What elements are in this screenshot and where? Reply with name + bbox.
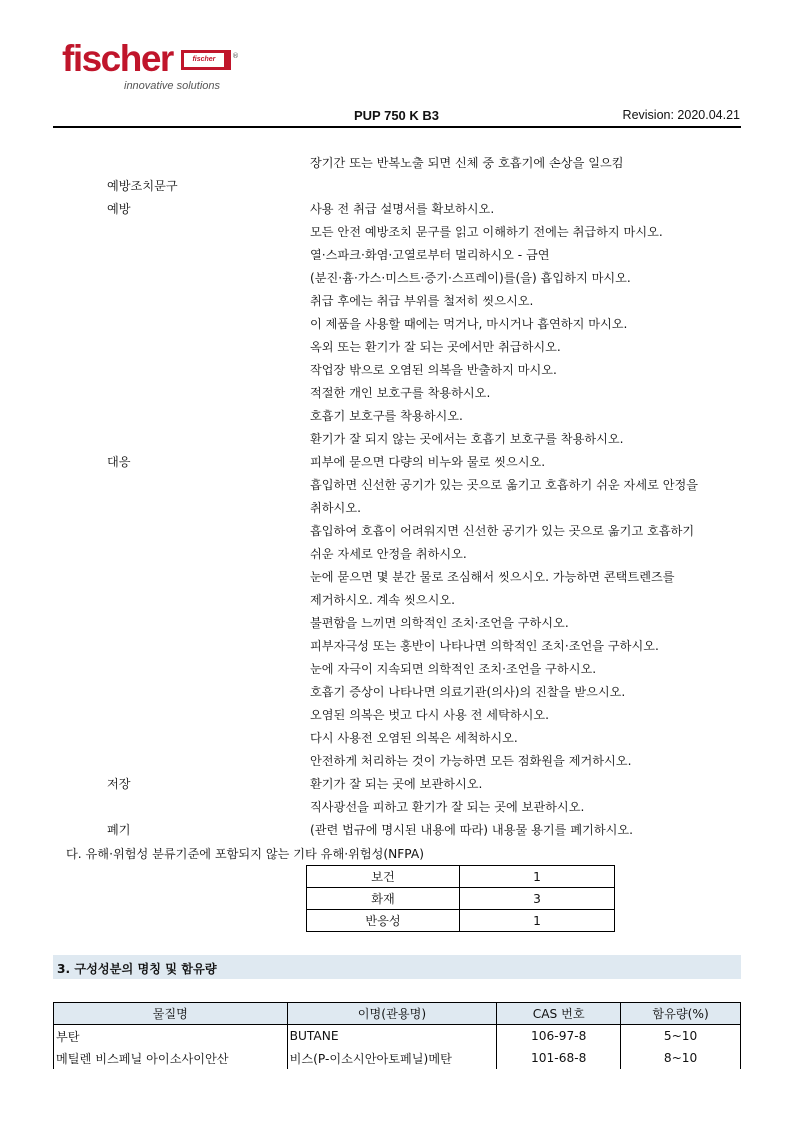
response-label: 대응 (107, 455, 131, 469)
nfpa-label: 보건 (307, 866, 460, 888)
prevention-item: 사용 전 취급 설명서를 확보하시오. (310, 202, 495, 216)
response-item: 피부에 묻으면 다량의 비누와 물로 씻으시오. (310, 455, 546, 469)
storage-item: 환기가 잘 되는 곳에 보관하시오. (310, 777, 483, 791)
cas-number: 101-68-8 (497, 1047, 621, 1069)
nfpa-label: 화재 (307, 888, 460, 910)
table-row (307, 866, 615, 888)
disposal-label: 폐기 (107, 823, 131, 837)
cas-number: 106-97-8 (497, 1025, 621, 1048)
prevention-item: 작업장 밖으로 오염된 의복을 반출하지 마시오. (310, 363, 557, 377)
nfpa-label: 반응성 (307, 910, 460, 932)
response-item: 눈에 자극이 지속되면 의학적인 조치·조언을 구하시오. (310, 662, 597, 676)
disposal-item: (관련 법규에 명시된 내용에 따라) 내용물 용기를 폐기하시오. (310, 823, 634, 837)
prevention-item: (분진·흄·가스·미스트·증기·스프레이)를(을) 흡입하지 마시오. (310, 271, 631, 285)
revision-date: Revision: 2020.04.21 (622, 108, 740, 122)
storage-label: 저장 (107, 777, 131, 791)
prevention-item: 옥외 또는 환기가 잘 되는 곳에서만 취급하시오. (310, 340, 561, 354)
header-rule (53, 126, 741, 128)
table-row (307, 910, 615, 932)
registered-mark: ® (232, 52, 239, 60)
table-row (307, 888, 615, 910)
prevention-item: 열·스파크·화염·고열로부터 멀리하시오 - 금연 (310, 248, 550, 262)
response-item: 피부자극성 또는 홍반이 나타나면 의학적인 조치·조언을 구하시오. (310, 639, 659, 653)
nfpa-table (306, 865, 615, 932)
fish-badge-icon (181, 50, 231, 70)
column-header: 물질명 (54, 1003, 288, 1025)
nfpa-value: 1 (460, 866, 615, 888)
nfpa-intro: 다. 유해·위험성 분류기준에 포함되지 않는 기타 유해·위험성(NFPA) (66, 847, 424, 861)
table-row (54, 1047, 741, 1069)
table-row (54, 1025, 741, 1048)
content-percent: 5~10 (621, 1025, 741, 1048)
column-header: 이명(관용명) (287, 1003, 497, 1025)
product-title: PUP 750 K B3 (353, 108, 440, 123)
storage-item: 직사광선을 피하고 환기가 잘 되는 곳에 보관하시오. (310, 800, 585, 814)
response-item: 흡입하면 신선한 공기가 있는 곳으로 옮기고 호흡하기 쉬운 자세로 안정을 (310, 478, 699, 492)
prevention-item: 적절한 개인 보호구를 착용하시오. (310, 386, 491, 400)
column-header: CAS 번호 (497, 1003, 621, 1025)
prevention-item: 취급 후에는 취급 부위를 철저히 씻으시오. (310, 294, 534, 308)
nfpa-value: 1 (460, 910, 615, 932)
tagline: innovative solutions (124, 80, 221, 92)
column-header: 함유량(%) (621, 1003, 741, 1025)
response-item: 제거하시오. 계속 씻으시오. (310, 593, 456, 607)
badge-text: fischer (184, 53, 224, 67)
prevention-item: 모든 안전 예방조치 문구를 읽고 이해하기 전에는 취급하지 마시오. (310, 225, 663, 239)
response-item: 안전하게 처리하는 것이 가능하면 모든 점화원을 제거하시오. (310, 754, 632, 768)
response-item: 흡입하여 호흡이 어려워지면 신선한 공기가 있는 곳으로 옮기고 호흡하기 (310, 524, 695, 538)
response-item: 불편함을 느끼면 의학적인 조치·조언을 구하시오. (310, 616, 569, 630)
response-item: 오염된 의복은 벗고 다시 사용 전 세탁하시오. (310, 708, 550, 722)
prevention-item: 호흡기 보호구를 착용하시오. (310, 409, 463, 423)
response-item: 호흡기 증상이 나타나면 의료기관(의사)의 진찰을 받으시오. (310, 685, 626, 699)
substance-alias: 비스(P-이소시안아토페닐)메탄 (287, 1047, 497, 1069)
composition-table (53, 1002, 741, 1069)
response-item: 눈에 묻으면 몇 분간 물로 조심해서 씻으시오. 가능하면 콘택트렌즈를 (310, 570, 675, 584)
precaution-heading: 예방조치문구 (107, 179, 178, 193)
response-item: 취하시오. (310, 501, 361, 515)
response-item: 쉬운 자세로 안정을 취하시오. (310, 547, 467, 561)
table-header-row (54, 1003, 741, 1025)
prevention-item: 이 제품을 사용할 때에는 먹거나, 마시거나 흡연하지 마시오. (310, 317, 628, 331)
hazard-statement: 장기간 또는 반복노출 되면 신체 중 호흡기에 손상을 일으킴 (310, 156, 624, 170)
content-percent: 8~10 (621, 1047, 741, 1069)
substance-alias: BUTANE (287, 1025, 497, 1048)
substance-name: 메틸렌 비스페닐 아이소사이안산 (54, 1047, 288, 1069)
prevention-label: 예방 (107, 202, 131, 216)
substance-name: 부탄 (54, 1025, 288, 1048)
section-3-title: 3. 구성성분의 명칭 및 함유량 (57, 962, 217, 976)
fischer-logo (62, 38, 239, 79)
prevention-item: 환기가 잘 되지 않는 곳에서는 호흡기 보호구를 착용하시오. (310, 432, 624, 446)
nfpa-value: 3 (460, 888, 615, 910)
brand-wordmark: fischer (62, 38, 173, 79)
response-item: 다시 사용전 오염된 의복은 세척하시오. (310, 731, 518, 745)
